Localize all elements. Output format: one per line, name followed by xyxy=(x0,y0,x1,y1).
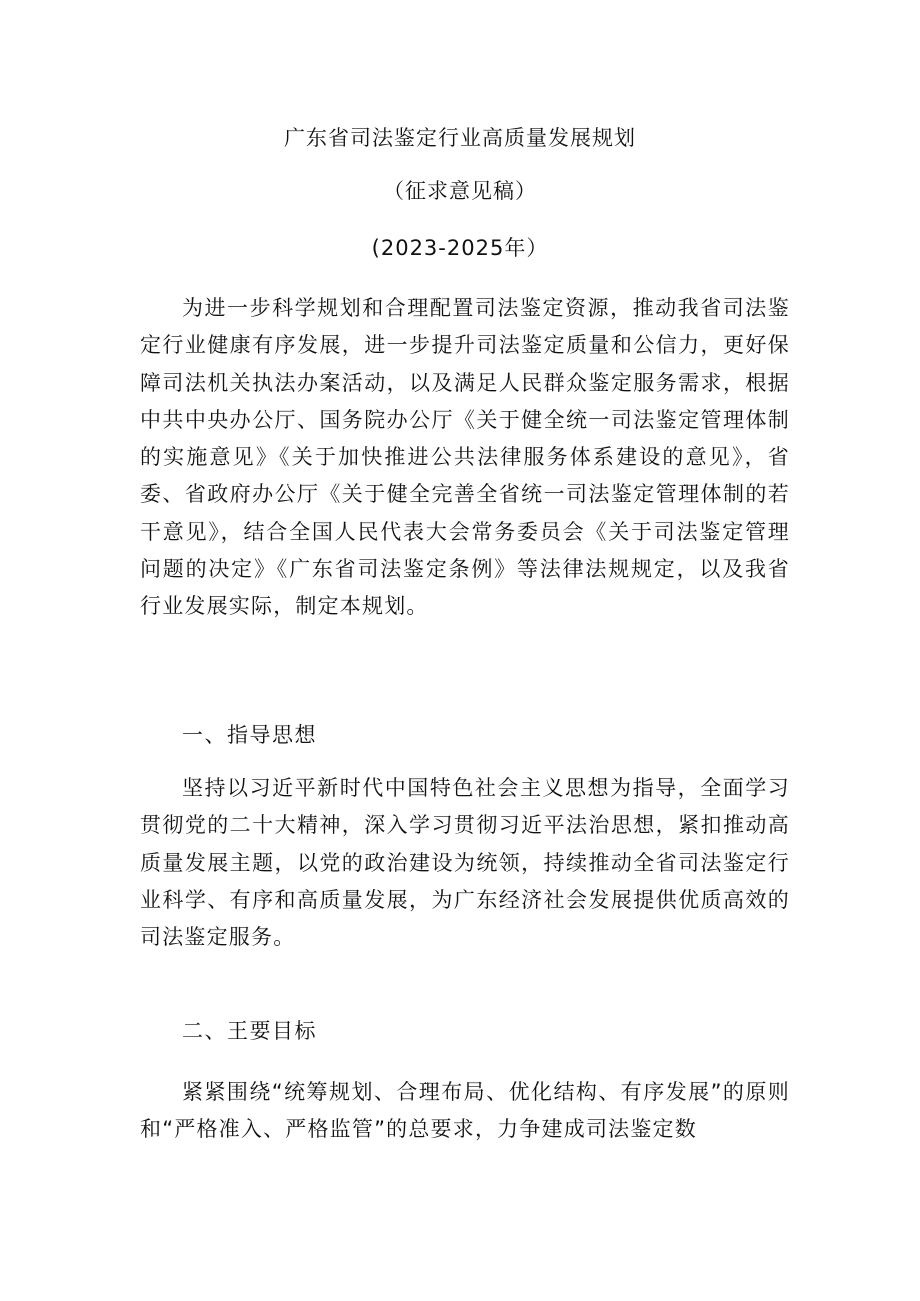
document-period: (2023-2025年） xyxy=(371,236,549,260)
section-heading-guiding-ideology: 一、指导思想 xyxy=(182,723,317,747)
document-title: 广东省司法鉴定行业高质量发展规划 xyxy=(284,126,636,150)
section-body-main-goals: 紧紧围绕“统筹规划、合理布局、优化结构、有序发展”的原则和“严格准入、严格监管”的总要求，力争建成司法鉴定数 xyxy=(140,1080,790,1142)
intro-paragraph: 为进一步科学规划和合理配置司法鉴定资源，推动我省司法鉴定行业健康有序发展，进一步提升司法鉴定质量和公信力，更好保障司法机关执法办案活动，以及满足人民群众鉴定服务需求，根据中共中央办公厅、国务院办公厅《关于健全统一司法鉴定管理体制的实施意见》《关于加快推进公共法律服务体系建设的意见》，省委、省政府办公厅《关于健全完善全省统一司法鉴定管理体制的若干意见》，结合全国人民代表大会常务委员会《关于司法鉴定管理问题的决定》《广东省司法鉴定条例》等法律法规规定，以及我省行业发展实际，制定本规划。 xyxy=(140,296,790,619)
section-heading-main-goals: 二、王要目标 xyxy=(182,1019,317,1043)
document-subtitle: （征求意见稿） xyxy=(383,179,537,203)
section-body-guiding-ideology: 坚持以习近平新时代中国特色社会主义思想为指导，全面学习贯彻党的二十大精神，深入学习贯彻习近平法治思想，紧扣推动高质量发展主题，以党的政治建设为统领，持续推动全省司法鉴定行业科学、有序和高质量发展，为广东经济社会发展提供优质高效的司法鉴定服务。 xyxy=(140,776,790,950)
